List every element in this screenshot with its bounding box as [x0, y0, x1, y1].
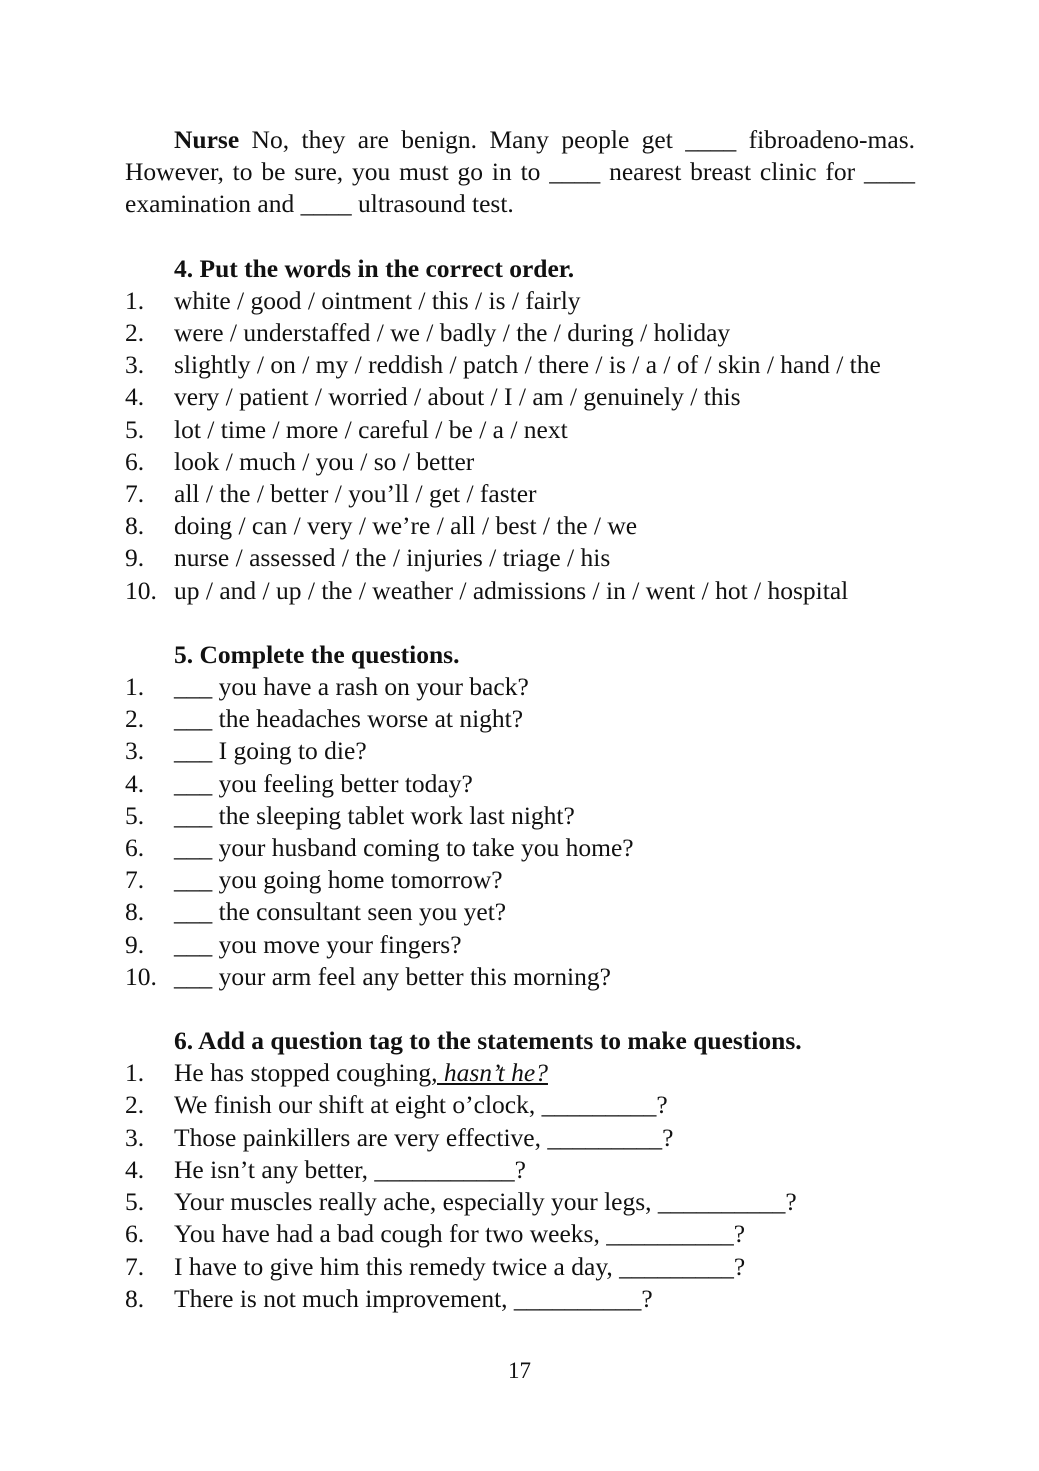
exercise-4-heading: 4. Put the words in the correct order.: [174, 253, 575, 283]
list-item: [125, 929, 915, 961]
dialogue-text: No, they are benign. Many people get ____ fibroadeno-mas. However, to be sure, you must go in to ____ nearest breast clinic for ____ examination and ____ ultrasound test.: [125, 125, 915, 219]
list-item: [125, 381, 915, 413]
item-number: 7.: [125, 865, 145, 895]
item-text: We finish our shift at eight o’clock, _________?: [174, 1090, 668, 1120]
exercise-5: [125, 639, 915, 993]
item-number: 5.: [125, 1187, 145, 1217]
item-text: slightly / on / my / reddish / patch / there / is / a / of / skin / hand / the: [174, 350, 881, 380]
speaker-label: Nurse: [174, 125, 240, 154]
item-text: ___ the sleeping tablet work last night?: [174, 800, 575, 830]
list-item: [125, 768, 915, 800]
item-text: very / patient / worried / about / I / am / genuinely / this: [174, 382, 741, 412]
list-item: [125, 832, 915, 864]
item-number: 2.: [125, 704, 145, 734]
item-number: 7.: [125, 479, 145, 509]
list-item: [125, 1154, 915, 1186]
exercise-4: [125, 253, 915, 607]
list-item-example: [125, 1057, 915, 1089]
item-number: 1.: [125, 1058, 145, 1088]
item-text: ___ you going home tomorrow?: [174, 865, 503, 895]
list-item: [125, 671, 915, 703]
list-item: [125, 1283, 915, 1315]
item-number: 7.: [125, 1251, 145, 1281]
item-number: 1.: [125, 285, 145, 315]
list-item: [125, 542, 915, 574]
list-item: [125, 735, 915, 767]
item-text: I have to give him this remedy twice a day, _________?: [174, 1251, 746, 1281]
item-text: He isn’t any better, ___________?: [174, 1154, 526, 1184]
item-text: white / good / ointment / this / is / fairly: [174, 285, 581, 315]
item-number: 3.: [125, 736, 145, 766]
item-number: 5.: [125, 414, 145, 444]
item-number: 8.: [125, 511, 145, 541]
item-number: 1.: [125, 672, 145, 702]
list-item: [125, 1218, 915, 1250]
list-item: [125, 446, 915, 478]
item-text: were / understaffed / we / badly / the / during / holiday: [174, 318, 731, 348]
item-number: 2.: [125, 1090, 145, 1120]
item-text: lot / time / more / careful / be / a / next: [174, 414, 568, 444]
item-text: [174, 1057, 915, 1089]
item-text: doing / can / very / we’re / all / best / the / we: [174, 511, 638, 541]
list-item: [125, 864, 915, 896]
exercise-5-heading: 5. Complete the questions.: [174, 639, 460, 669]
page-number: 17: [508, 1358, 531, 1383]
item-number: 9.: [125, 929, 145, 959]
item-number: 10.: [125, 961, 157, 991]
item-text: There is not much improvement, __________?: [174, 1283, 653, 1313]
item-number: 3.: [125, 350, 145, 380]
exercise-4-list: [125, 285, 915, 607]
list-item: [125, 414, 915, 446]
list-item: [125, 703, 915, 735]
item-number: 4.: [125, 1154, 145, 1184]
item-text: ___ the headaches worse at night?: [174, 704, 524, 734]
item-text: look / much / you / so / better: [174, 446, 475, 476]
item-text: ___ your husband coming to take you home?: [174, 833, 634, 863]
item-number: 4.: [125, 382, 145, 412]
list-item: [125, 1089, 915, 1121]
list-item: [125, 961, 915, 993]
item-text: all / the / better / you’ll / get / faster: [174, 479, 537, 509]
item-text: nurse / assessed / the / injuries / triage / his: [174, 543, 611, 573]
list-item: [125, 349, 915, 381]
item-text: ___ you move your fingers?: [174, 929, 462, 959]
list-item: [125, 317, 915, 349]
exercise-6-heading: 6. Add a question tag to the statements to make questions.: [174, 1026, 802, 1056]
dialogue-paragraph: [125, 124, 915, 221]
item-number: 6.: [125, 833, 145, 863]
item-number: 5.: [125, 800, 145, 830]
item-number: 9.: [125, 543, 145, 573]
list-item: [125, 575, 915, 607]
list-item: [125, 896, 915, 928]
item-text: ___ the consultant seen you yet?: [174, 897, 507, 927]
item-text: ___ I going to die?: [174, 736, 367, 766]
item-number: 10.: [125, 575, 157, 605]
exercise-6-list: [125, 1057, 915, 1315]
item-number: 3.: [125, 1122, 145, 1152]
list-item: [125, 800, 915, 832]
exercise-6: [125, 1025, 915, 1315]
example-answer: , hasn’t he?: [431, 1058, 548, 1088]
example-statement: He has stopped coughing: [174, 1058, 432, 1088]
list-item: [125, 1186, 915, 1218]
item-number: 8.: [125, 1283, 145, 1313]
item-text: ___ you have a rash on your back?: [174, 672, 529, 702]
list-item: [125, 285, 915, 317]
list-item: [125, 478, 915, 510]
page-content: [125, 124, 915, 1315]
item-text: Your muscles really ache, especially your legs, __________?: [174, 1187, 797, 1217]
item-text: You have had a bad cough for two weeks, __________?: [174, 1219, 746, 1249]
item-text: Those painkillers are very effective, _________?: [174, 1122, 674, 1152]
item-number: 2.: [125, 318, 145, 348]
list-item: [125, 1251, 915, 1283]
item-text: ___ your arm feel any better this morning?: [174, 961, 611, 991]
item-text: up / and / up / the / weather / admissions / in / went / hot / hospital: [174, 575, 849, 605]
item-number: 6.: [125, 446, 145, 476]
list-item: [125, 510, 915, 542]
item-number: 4.: [125, 768, 145, 798]
item-number: 6.: [125, 1219, 145, 1249]
exercise-5-list: [125, 671, 915, 993]
item-number: 8.: [125, 897, 145, 927]
item-text: ___ you feeling better today?: [174, 768, 473, 798]
list-item: [125, 1122, 915, 1154]
